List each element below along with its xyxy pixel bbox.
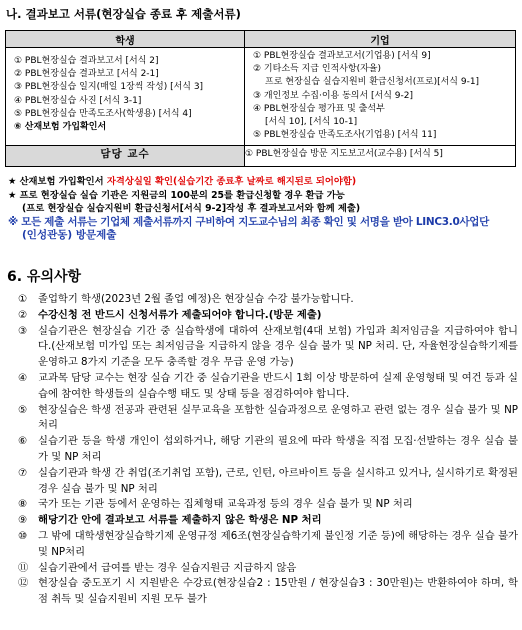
caution-item	[18, 513, 518, 529]
note-submission: ※ 모든 제출 서류는 기업체 제출서류까지 구비하여 지도교수님의 최종 확인 및 서명을 받아 LINC3.0사업단	[8, 215, 489, 228]
company-doc-item: ② 기타소득 지급 인적사항(자율)	[253, 64, 382, 75]
caution-text: 교과목 담당 교수는 현장 실습 기간 중 실습기관을 반드시 1회 이상 방문하여 실제 운영형태 및 여건 등과 실습에 참여한 학생들의 실습수행 태도 및 상태 등을 점검하여야 합니다.	[38, 371, 518, 400]
caution-text: 해당기간 안에 결과보고 서류를 제출하지 않은 학생은 NP 처리	[38, 514, 322, 527]
caution-number: ⑦	[18, 466, 28, 479]
notes-block	[8, 175, 518, 243]
caution-number: ①	[18, 293, 28, 305]
caution-item	[18, 529, 518, 561]
column-header-student: 학생	[6, 31, 245, 48]
section-6-title: 6. 유의사항	[7, 269, 82, 285]
caution-item	[18, 292, 518, 308]
note-insurance	[8, 175, 518, 189]
caution-item	[18, 308, 518, 324]
caution-item	[18, 324, 518, 371]
student-doc-item: ④ PBL현장실습 사진 [서식 3-1]	[14, 95, 142, 106]
caution-number: ⑨	[18, 514, 28, 527]
caution-item	[18, 371, 518, 403]
student-doc-item: ⑥ 산재보험 가입확인서	[14, 122, 107, 133]
caution-item	[18, 466, 518, 498]
student-doc-item: ③ PBL현장실습 일지(매일 1장씩 작성) [서식 3]	[14, 82, 204, 93]
caution-text: 그 밖에 대학생현장실습학기제 운영규정 제6조(현장실습학기제 불인정 기준 등)에 해당하는 경우 실습 불가 및 NP처리	[38, 529, 518, 558]
company-doc-item: [서식 10], [서식 10-1]	[265, 117, 358, 128]
company-doc-item: ⑤ PBL현장실습 만족도조사(기업용) [서식 11]	[253, 130, 437, 141]
company-doc-item: 프로 현장실습 실습지원비 환급신청서(프로)[서식 9-1]	[265, 77, 480, 88]
note-refund-sub: (프로 현장실습 실습지원비 환급신청서[서식 9-2]작성 후 결과보고서와 함께 제출)	[22, 203, 361, 214]
caution-text: 국가 또는 기관 등에서 운영하는 집체형태 교육과정 등의 경우 실습 불가 및 NP 처리	[38, 498, 413, 511]
caution-item	[18, 576, 518, 608]
caution-number: ⑥	[18, 435, 28, 448]
note-insurance-prefix: ★ 산재보험 가입확인서	[8, 176, 107, 187]
caution-text: 졸업학기 학생(2023년 2월 졸업 예정)은 현장실습 수강 불가능합니다.	[38, 293, 354, 305]
section-title: 나. 결과보고 서류(현장실습 종료 후 제출서류)	[6, 7, 241, 21]
professor-label-text: 담당 교수	[100, 148, 150, 161]
caution-item	[18, 434, 518, 466]
caution-number: ⑪	[18, 561, 29, 574]
caution-number: ⑩	[18, 529, 28, 542]
caution-text: 실습기관에서 급여를 받는 경우 실습지원금 지급하지 않음	[38, 561, 297, 574]
company-documents-cell	[245, 48, 516, 146]
caution-text: 실습기관과 학생 간 취업(조기취업 포함), 근로, 인턴, 아르바이트 등을 실시하고 있거나, 실시하기로 확정된 경우 실습 불가 및 NP 처리	[38, 466, 518, 495]
caution-number: ⑧	[18, 498, 28, 511]
cautions-list	[18, 292, 518, 608]
caution-text: 수강신청 전 반드시 신청서류가 제출되어야 합니다.(방문 제출)	[38, 308, 322, 321]
note-submission-line2: (인성관동) 방문제출	[22, 229, 117, 241]
caution-number: ⑤	[18, 403, 28, 416]
student-doc-item: ② PBL현장실습 결과보고 [서식 2-1]	[14, 69, 159, 80]
note-insurance-warning: 자격상실일 확인(실습기간 종료후 날짜로 해지된로 되어야함)	[106, 176, 357, 187]
caution-item	[18, 561, 518, 577]
documents-table	[5, 30, 516, 167]
note-refund: ★ 프로 현장실습 실습 기관은 지원금의 100분의 25를 환급신청할 경우 환급 가능	[8, 189, 345, 201]
caution-number: ②	[18, 308, 28, 321]
professor-label	[6, 146, 245, 167]
company-doc-item: ③ 개인정보 수집·이용 동의서 [서식 9-2]	[253, 90, 413, 101]
caution-text: 현장실습은 학생 전공과 관련된 실무교육을 포함한 실습과정으로 운영하고 관련 없는 경우 실습 불가 및 NP 처리	[38, 403, 518, 432]
professor-document: ① PBL현장실습 방문 지도보고서(교수용) [서식 5]	[245, 146, 516, 167]
caution-number: ③	[18, 324, 28, 337]
caution-text: 실습기관 등을 학생 개인이 섭외하거나, 해당 기관의 필요에 따라 학생을 직접 모집·선발하는 경우 실습 불가 및 NP 처리	[38, 435, 518, 463]
caution-text: 실습기관은 현장실습 기간 중 실습학생에 대하여 산재보험(4대 보험) 가입과 최저임금을 지급하여야 합니다.(산재보험 미가입 또는 최저임금을 지급하지 않을 경우 실습 불가 및 NP 처리. 단, 자율현장실습학기제를 운영하고 8가지 기준을 모두 충족할 경우 무급 운영 가능)	[38, 324, 518, 369]
column-header-company: 기업	[245, 31, 516, 48]
student-doc-item: ① PBL현장실습 결과보고서 [서식 2]	[14, 56, 159, 66]
caution-text: 현장실습 중도포기 시 지원받은 수강료(현장실습2 : 15만원 / 현장실습3 : 30만원)는 반환하여야 하며, 학점 취득 및 실습지원비 지원 모두 불가	[38, 577, 518, 606]
company-doc-item: ④ PBL현장실습 평가표 및 출석부	[253, 103, 385, 114]
company-doc-item: ① PBL현장실습 결과보고서(기업용) [서식 9]	[253, 51, 431, 61]
student-doc-item: ⑤ PBL현장실습 만족도조사(학생용) [서식 4]	[14, 108, 192, 119]
caution-item	[18, 497, 518, 513]
caution-item	[18, 403, 518, 435]
caution-number: ⑫	[18, 577, 29, 590]
student-documents-cell	[6, 48, 245, 146]
caution-number: ④	[18, 371, 28, 384]
